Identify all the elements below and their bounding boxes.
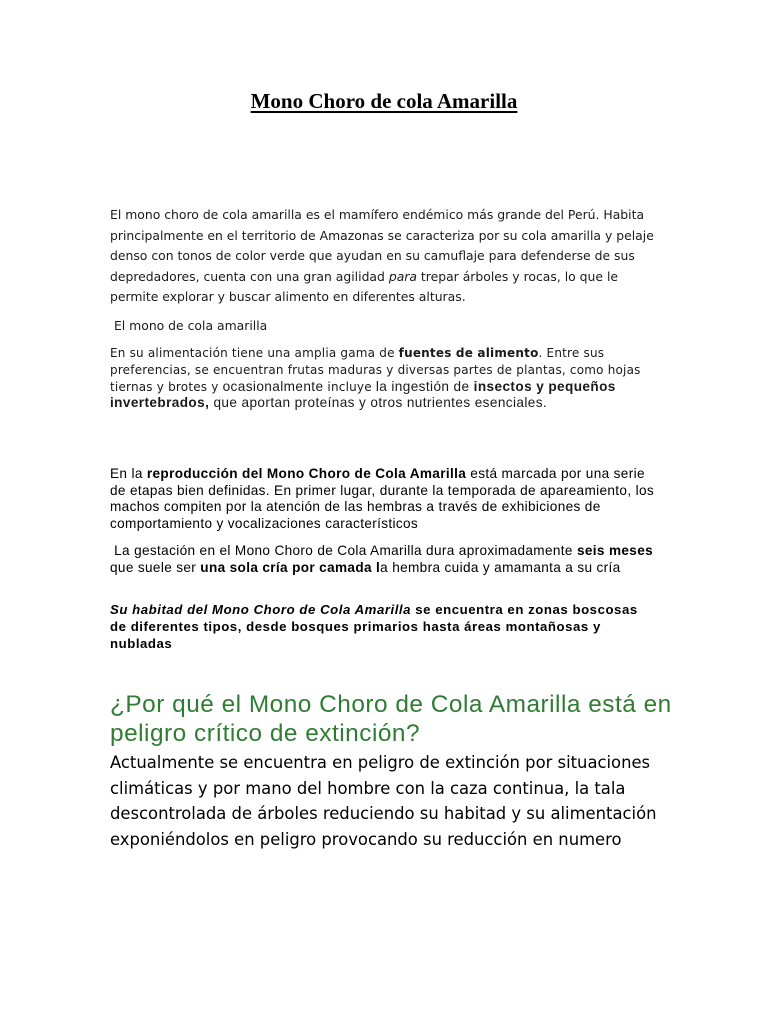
para-italic-word: para [388, 268, 417, 284]
habitat-paragraph: Su habitad del Mono Choro de Cola Amarilla se encuentra en zonas boscosas de diferentes tipos, desde bosques primarios hasta áreas montañosas y nubladas [110, 602, 638, 651]
feeding-paragraph: En su alimentación tiene una amplia gama de fuentes de alimento. Entre sus preferencias, se encuentran frutas maduras y diversas partes de plantas, como hojas tiernas y brotes y ocasionalmente incluye la ingestión de insectos y pequeños invertebrados, que aportan proteínas y otros nutrientes esenciales. [110, 346, 641, 411]
document-title: Mono Choro de cola Amarilla [250, 89, 518, 113]
section-subheading: El mono de cola amarilla [113, 318, 268, 333]
reproduction-paragraph: En la reproducción del Mono Choro de Cola Amarilla está marcada por una serie de etapas bien definidas. En primer lugar, durante la temporada de apareamiento, los machos compiten por la atención de las hembras a través de exhibiciones de comportamiento y vocalizaciones característicos [110, 466, 655, 531]
gestation-paragraph: La gestación en el Mono Choro de Cola Amarilla dura aproximadamente seis meses que suele ser una sola cría por camada la hembra cuida y amamanta a su cría [110, 543, 654, 575]
extinction-paragraph: Actualmente se encuentra en peligro de extinción por situaciones climáticas y por mano del hombre con la caza continua, la tala descontrolada de árboles reduciendo su habitad y su alimentación exponiéndolos en peligro provocando su reducción en numero [110, 753, 657, 849]
intro-paragraph: El mono choro de cola amarilla es el mamífero endémico más grande del Perú. Habita principalmente en el territorio de Amazonas se caracteriza por su cola amarilla y pelaje denso con tonos de color verde que ayudan en su camuflaje para defenderse de sus depredadores, cuenta con una gran agilidad para trepar árboles y rocas, lo que le permite explorar y buscar alimento en diferentes alturas. [110, 207, 654, 304]
extinction-heading: ¿Por qué el Mono Choro de Cola Amarilla está en peligro crítico de extinción? [110, 691, 672, 747]
